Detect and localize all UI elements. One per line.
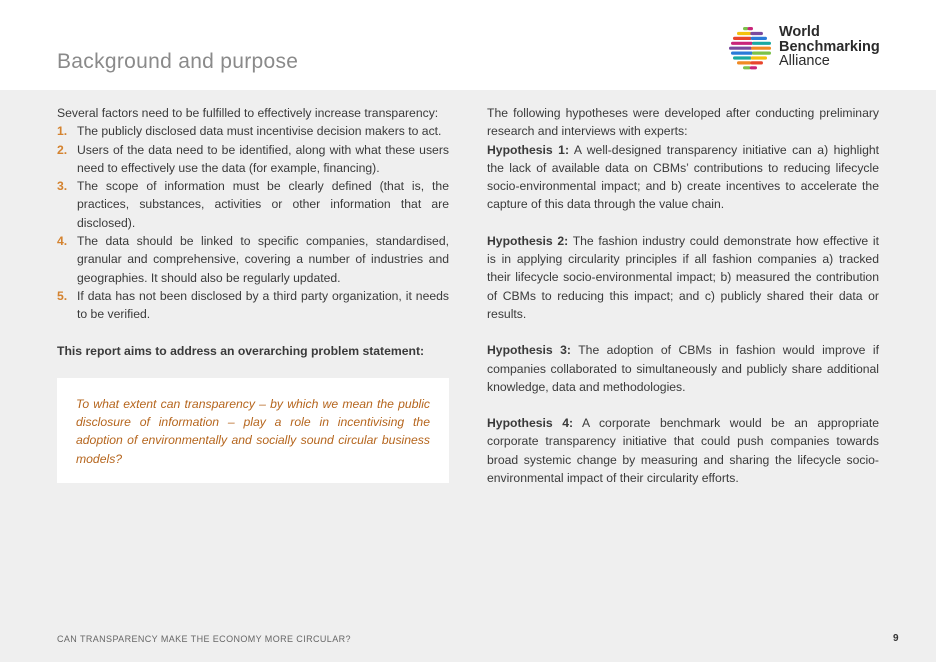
factor-text: The data should be linked to specific companies, standardised, granular and comprehensive, covering a number of industries and geographies. It should also be regularly updated. <box>77 234 449 285</box>
logo-stripe <box>751 56 767 59</box>
right-column <box>487 104 879 487</box>
logo-stripe <box>752 42 771 45</box>
logo-stripe <box>750 61 763 64</box>
logo-stripe <box>733 37 752 40</box>
logo-stripe <box>750 32 763 35</box>
logo-stripe <box>748 27 754 30</box>
factor-item <box>57 287 449 324</box>
factor-item <box>57 232 449 287</box>
factor-item <box>57 122 449 140</box>
factor-number: 4. <box>57 234 68 249</box>
factor-number: 5. <box>57 288 68 303</box>
problem-statement-box <box>57 378 449 483</box>
page-title: Background and purpose <box>57 50 299 73</box>
factor-text: If data has not been disclosed by a third party organization, it needs to be verified. <box>77 288 449 322</box>
hypothesis-text: The fashion industry could demonstrate how effective it is in applying circularity principles if all fashion companies a) tracked their lifecycle socio-environmental impact; b) measured the contribution of CBMs to reducing this impact; and c) publicly shared their data or results. <box>487 233 879 321</box>
problem-statement-quote: To what extent can transparency – by which we mean the public disclosure of information – play a role in incentivising the adoption of environmentally and socially sound circular business models? <box>76 396 430 466</box>
factors-list <box>57 122 449 323</box>
hypothesis-label: Hypothesis 3: <box>487 343 571 358</box>
left-column <box>57 104 449 483</box>
hypothesis-3 <box>487 341 879 396</box>
factor-item <box>57 177 449 232</box>
logo-line-2: Benchmarking <box>779 38 880 55</box>
page-number: 9 <box>893 633 899 644</box>
factor-item <box>57 141 449 178</box>
logo-stripe <box>743 66 751 69</box>
logo-stripe <box>729 47 752 50</box>
logo-line-1: World <box>779 24 820 40</box>
wba-logo <box>729 24 889 72</box>
logo-stripe <box>733 56 752 59</box>
hypothesis-label: Hypothesis 2: <box>487 233 569 248</box>
footer-report-title: CAN TRANSPARENCY MAKE THE ECONOMY MORE CIRCULAR? <box>57 634 351 644</box>
page-header <box>0 0 936 90</box>
logo-stripe <box>737 32 751 35</box>
factor-text: The publicly disclosed data must incentivise decision makers to act. <box>77 124 442 139</box>
hypothesis-text: The adoption of CBMs in fashion would improve if companies collaborated to simultaneously and publicly share additional knowledge, data and methodologies. <box>487 343 879 394</box>
hypothesis-label: Hypothesis 4: <box>487 416 574 431</box>
logo-stripe <box>731 42 753 45</box>
logo-stripe <box>737 61 751 64</box>
factor-text: The scope of information must be clearly defined (that is, the practices, substances, activities or other information that are disclosed). <box>77 179 449 230</box>
logo-stripes-icon <box>729 24 775 72</box>
logo-text <box>779 25 880 69</box>
logo-stripe <box>731 52 753 55</box>
hypothesis-text: A well-designed transparency initiative can a) highlight the lack of available data on CBMs’ contributions to reducing lifecycle socio-environmental impact; and b) create incentives to accelerate the capture of this data through the value chain. <box>487 142 880 212</box>
factors-intro: Several factors need to be fulfilled to effectively increase transparency: <box>57 106 439 120</box>
logo-stripe <box>751 37 767 40</box>
logo-stripe <box>751 47 771 50</box>
hypothesis-text: A corporate benchmark would be an appropriate corporate transparency initiative that could push companies towards broad systemic change by measuring and sharing the lifecycle socio-environmental impact of their circularity efforts. <box>487 416 880 486</box>
problem-statement-heading: This report aims to address an overarching problem statement: <box>57 343 425 358</box>
hypothesis-2 <box>487 232 879 323</box>
hypotheses-intro: The following hypotheses were developed after conducting preliminary research and interviews with experts: <box>487 106 879 139</box>
factor-number: 3. <box>57 179 68 194</box>
hypothesis-1 <box>487 141 879 214</box>
factor-number: 2. <box>57 142 68 157</box>
logo-stripe <box>752 52 771 55</box>
factor-number: 1. <box>57 124 68 139</box>
factor-text: Users of the data need to be identified, along with what these users need to effectively use the data (for example, financing). <box>77 142 449 175</box>
hypothesis-4 <box>487 414 879 487</box>
logo-line-3: Alliance <box>779 53 830 69</box>
hypothesis-label: Hypothesis 1: <box>487 142 570 157</box>
logo-stripe <box>750 66 757 69</box>
